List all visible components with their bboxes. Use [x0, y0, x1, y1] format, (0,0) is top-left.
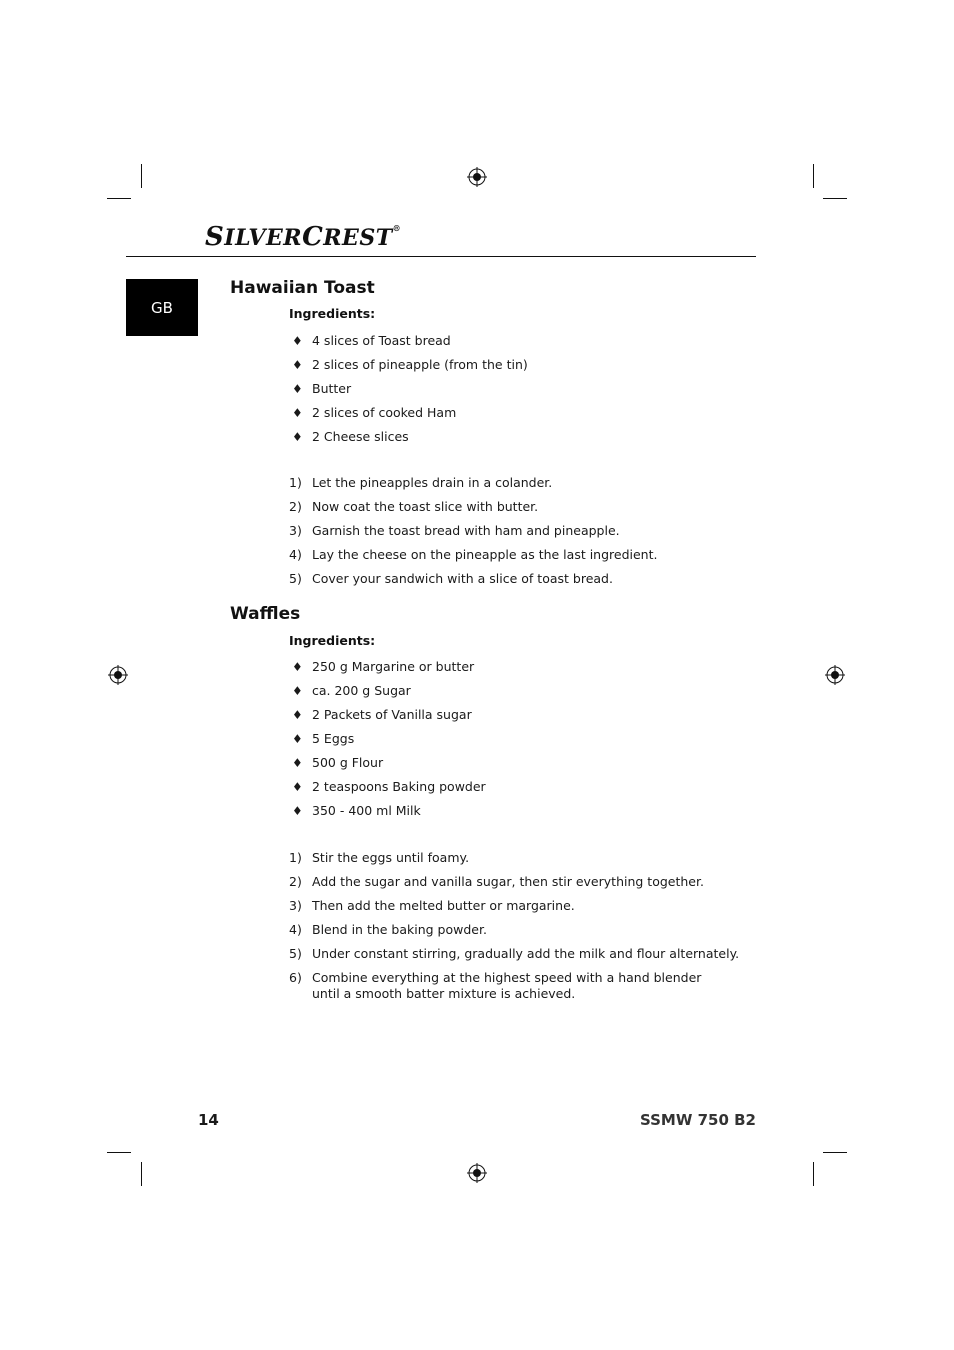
model-number: SSMW 750 B2 [639, 1111, 756, 1129]
crop-mark [141, 164, 142, 188]
crop-mark [107, 198, 131, 199]
section-title: Hawaiian Toast [230, 278, 375, 298]
ingredients-heading: Ingredients: [289, 306, 376, 321]
diamond-bullet-icon: ♦ [292, 780, 303, 794]
registration-mark-icon [467, 1163, 487, 1183]
crop-mark [823, 1152, 847, 1153]
crop-mark [107, 1152, 131, 1153]
crop-mark [823, 198, 847, 199]
brand-logo: SILVERCREST® [205, 222, 402, 252]
diamond-bullet-icon: ♦ [292, 732, 303, 746]
registration-mark-icon [467, 167, 487, 187]
registration-mark-icon [108, 665, 128, 685]
diamond-bullet-icon: ♦ [292, 684, 303, 698]
language-tab: GB [126, 279, 198, 336]
crop-mark [813, 1162, 814, 1186]
diamond-bullet-icon: ♦ [292, 708, 303, 722]
page-number: 14 [198, 1111, 219, 1129]
ingredients-heading: Ingredients: [289, 633, 376, 648]
diamond-bullet-icon: ♦ [292, 358, 303, 372]
diamond-bullet-icon: ♦ [292, 756, 303, 770]
header-rule [126, 256, 756, 257]
diamond-bullet-icon: ♦ [292, 804, 303, 818]
diamond-bullet-icon: ♦ [292, 660, 303, 674]
diamond-bullet-icon: ♦ [292, 382, 303, 396]
crop-mark [813, 164, 814, 188]
crop-mark [141, 1162, 142, 1186]
registration-mark-icon [825, 665, 845, 685]
diamond-bullet-icon: ♦ [292, 430, 303, 444]
diamond-bullet-icon: ♦ [292, 406, 303, 420]
section-title: Waffles [230, 604, 301, 624]
diamond-bullet-icon: ♦ [292, 334, 303, 348]
